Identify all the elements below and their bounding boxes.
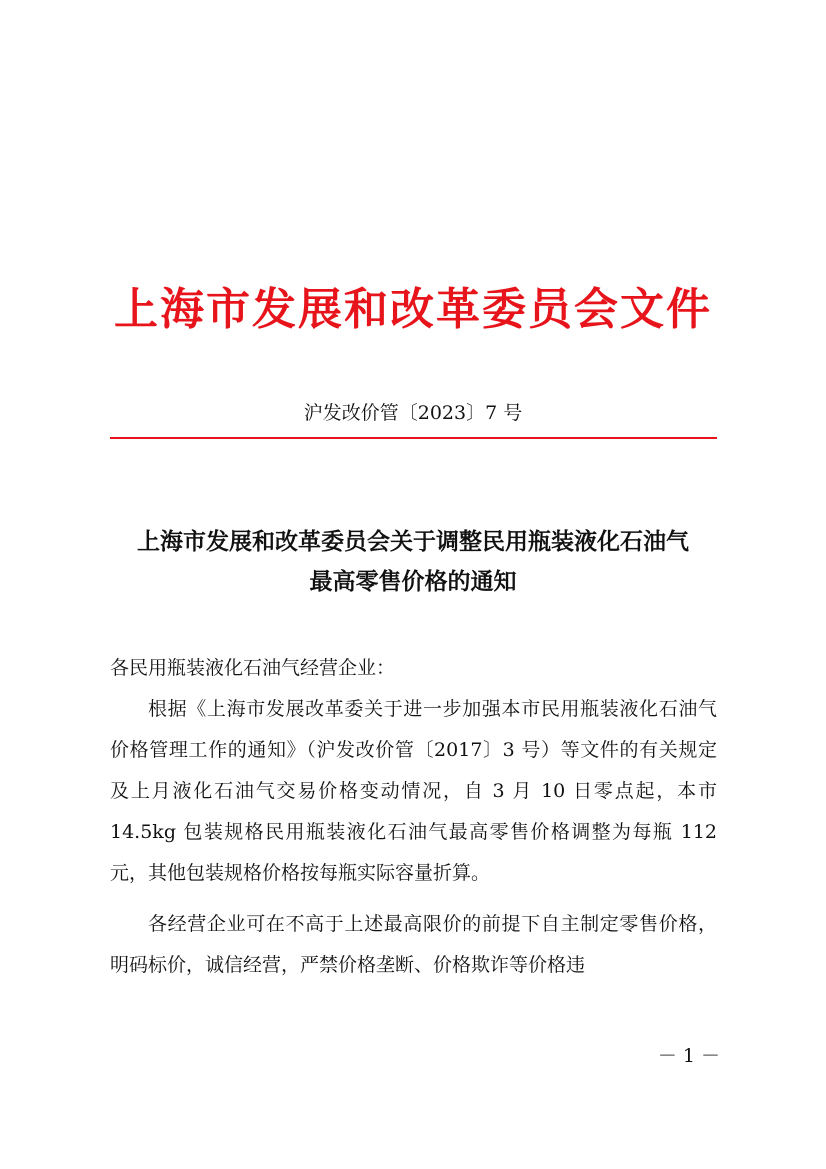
notice-title xyxy=(60,522,766,602)
page-number: － 1 － xyxy=(657,1045,720,1067)
notice-title-line-2: 最高零售价格的通知 xyxy=(309,568,517,595)
issuing-authority-title: 上海市发展和改革委员会文件 xyxy=(114,284,712,335)
notice-title-line-1: 上海市发展和改革委员会关于调整民用瓶装液化石油气 xyxy=(137,528,689,555)
red-separator-line xyxy=(110,437,717,439)
document-number: 沪发改价管〔2023〕7 号 xyxy=(303,402,523,424)
document-body xyxy=(110,648,717,986)
body-paragraph-2: 各经营企业可在不高于上述最高限价的前提下自主制定零售价格，明码标价，诚信经营，严禁价格垄断、价格欺诈等价格违 xyxy=(110,913,717,976)
body-paragraph-1: 根据《上海市发展改革委关于进一步加强本市民用瓶装液化石油气价格管理工作的通知》（沪发改价管〔2017〕3 号）等文件的有关规定及上月液化石油气交易价格变动情况，自 3 月 10 日零点起，本市 14.5kg 包装规格民用瓶装液化石油气最高零售价格调整为每瓶 112 元，其他包装规格价格按每瓶实际容量折算。 xyxy=(110,698,717,884)
salutation: 各民用瓶装液化石油气经营企业： xyxy=(110,657,396,679)
